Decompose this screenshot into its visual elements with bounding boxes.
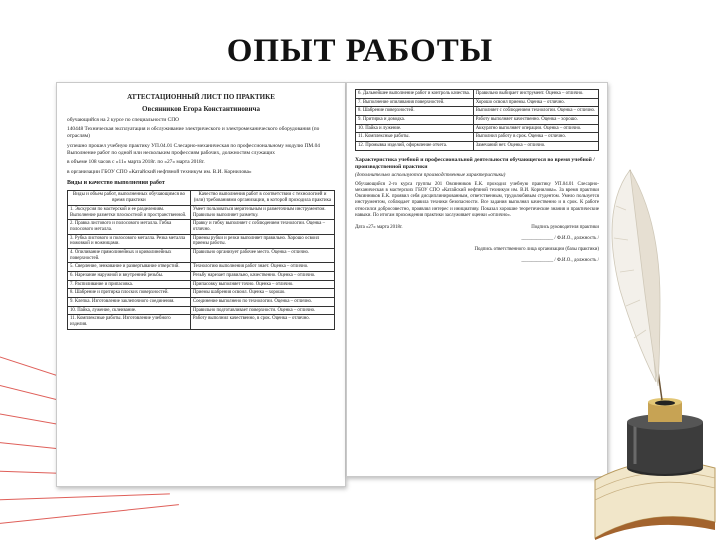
work-cell: 5. Сверление, зенкование и развертывание отверстий. [68, 263, 191, 272]
table-row [68, 271, 335, 280]
work-text: Рубка листового и полосового металла. Резка металла ножовкой и ножницами. [70, 235, 186, 247]
table-row [68, 220, 335, 234]
quality-cell: Работу выполняет качественно. Оценка – хорошо. [473, 115, 598, 124]
row-number: 10 [358, 125, 363, 131]
table-row [356, 90, 599, 99]
works-table [67, 190, 335, 329]
work-text: Промывка изделий, оформление отчета. [365, 142, 448, 148]
sig-org-name: _____________ / Ф.И.О., должность / [521, 258, 599, 264]
characteristic-subtitle: (дополнительно используются производственные характеристики) [355, 171, 506, 178]
table-header-works: Виды и объем работ, выполненных обучающимся во время практики [68, 191, 191, 206]
quality-cell: Аккуратно выполняет операции. Оценка – отлично. [473, 124, 598, 133]
work-text: Пайка и лужение. [365, 125, 402, 131]
work-cell: 6. Нарезание наружной и внутренней резьбы. [68, 271, 191, 280]
slide-title: ОПЫТ РАБОТЫ [226, 33, 494, 69]
characteristic-sheet [346, 82, 608, 477]
work-cell: 9. Притирка и доводка. [356, 115, 474, 124]
sig-head-label: Подпись руководителя практики [531, 224, 599, 230]
quality-cell: Выполняет с соблюдением технологии. Оценка – отлично. [473, 107, 598, 116]
work-text: Правка листового и полосового металла. Гибка полосового металла. [70, 221, 172, 232]
row-number: 9 [70, 298, 73, 304]
table-row [356, 115, 599, 124]
student-name: Овсянников Егора Константиновича [142, 104, 260, 113]
line-spec: 140448 Техническая эксплуатация и обслуживание электрического и электромеханического оборудования (по отраслям) [67, 126, 320, 139]
sig-head-name: _____________ / Ф.И.О., должность / [521, 235, 599, 241]
line-practice: успешно прошел учебную практику УП.04.01 Слесарно-механическая по профессиональному модулю ПМ.04 Выполнение работ по одной или нескольким профессиям рабочих, должностям служащих [67, 142, 320, 156]
quality-cell: Замечаний нет. Оценка – отлично. [473, 141, 598, 150]
row-number: 7 [358, 99, 361, 105]
attestation-sheet [56, 82, 346, 487]
table-row [68, 280, 335, 289]
quality-cell: Работу выполнил качественно, в срок. Оценка – отлично. [190, 315, 334, 329]
row-number: 1 [70, 207, 73, 213]
table-row [68, 306, 335, 315]
work-cell: 7. Выполнение опиливания поверхностей. [356, 98, 474, 107]
work-text: Клепка. Изготовление заклепочного соединения. [74, 298, 175, 304]
work-cell: 7. Распиливание и припасовка. [68, 280, 191, 289]
work-cell: 9. Клепка. Изготовление заклепочного соединения. [68, 297, 191, 306]
table-row [356, 98, 599, 107]
work-cell: 8. Шабрение поверхностей. [356, 107, 474, 116]
table-row [68, 289, 335, 298]
quality-cell: Припасовку выполняет точно. Оценка – отлично. [190, 280, 334, 289]
characteristic-title: Характеристика учебной и профессиональной деятельности обучающегося во время учебной / производственной практики [355, 156, 595, 170]
quality-cell: Хорошо освоил приемы. Оценка – отлично. [473, 98, 598, 107]
row-number: 11 [70, 316, 75, 322]
work-text: Выполнение опиливания поверхностей. [362, 99, 445, 105]
characteristic-body: Обучающийся 2-го курса группы 201 Овсянников Е.К. проходил учебную практику УП.04.01 Слесарно-механическая в мастерских ГБОУ СПО «Катайский нефтяной техникум им. В.И. Корнилова». За время практики Овсянников Е.К. проявил себя дисциплинированным, ответственным, трудолюбивым студентом. Умело пользуется инструментом, соблюдает правила техники безопасности. Все задания выполнял качественно и в срок. К работе относился добросовестно, проявлял интерес и инициативу. Показал хорошие теоретические знания и практические навыки. По итогам прохождения практики заслуживает оценки «отлично». [355, 182, 599, 218]
quality-cell: Правильно организует рабочее место. Оценка – отлично. [190, 248, 334, 262]
table-row [68, 263, 335, 272]
table-row [356, 133, 599, 142]
line-volume: в объеме 108 часов с «11» марта 2018г. по «27» марта 2018г. [67, 159, 205, 166]
work-text: Притирка и доводка. [362, 116, 406, 122]
row-number: 3 [70, 235, 73, 241]
quality-cell: Приемы шабрения освоил. Оценка – хорошо. [190, 289, 334, 298]
work-cell: 1. Экскурсия по мастерской и ее разделениям. Выполнение разметки плоскостной и пространственной. [68, 206, 191, 220]
row-number: 5 [70, 264, 73, 270]
row-number: 2 [70, 221, 73, 227]
work-cell: 6. Дальнейшее выполнение работ и контроль качества. [356, 90, 474, 99]
work-cell: 2. Правка листового и полосового металла. Гибка полосового металла. [68, 220, 191, 234]
work-text: Шабрение поверхностей. [362, 108, 415, 114]
signature-row-head [355, 225, 599, 231]
work-text: Шабрение и притирка плоских поверхностей. [74, 290, 169, 296]
table-header-quality: Качество выполнения работ в соответствии с технологией и (или) требованиями организации, в которой проходила практика [190, 191, 334, 206]
work-text: Комплексные работы. Изготовление учебного изделия. [70, 316, 171, 327]
quality-cell: Правильно подготавливает поверхности. Оценка – отлично. [190, 306, 334, 315]
work-cell: 11. Комплексные работы. [356, 133, 474, 142]
quality-cell: Умеет пользоваться мерительным и разметочным инструментом. Правильно выполняет разметку. [190, 206, 334, 220]
table-row [68, 315, 335, 329]
table-row [68, 234, 335, 248]
row-number: 8 [358, 108, 361, 114]
row-number: 10 [70, 307, 75, 313]
work-text: Пайка, лужение, склеивание. [77, 307, 137, 313]
work-text: Дальнейшее выполнение работ и контроль качества. [362, 91, 470, 96]
work-cell: 3. Рубка листового и полосового металла. Резка металла ножовкой и ножницами. [68, 234, 191, 248]
table-row [68, 297, 335, 306]
quality-cell: Правильно выбирает инструмент. Оценка – отлично. [473, 90, 598, 99]
line-course: обучающийся на 2 курсе по специальности СПО [67, 116, 180, 123]
work-cell: 8. Шабрение и притирка плоских поверхностей. [68, 289, 191, 298]
quality-cell: Технологию выполнения работ знает. Оценка – отлично. [190, 263, 334, 272]
quality-cell: Резьбу нарезает правильно, качественно. Оценка – отлично. [190, 271, 334, 280]
date-line: Дата «27» марта 2018г. [355, 224, 403, 230]
quality-cell: Выполнил работу в срок. Оценка – отлично. [473, 133, 598, 142]
row-number: 4 [70, 249, 73, 255]
quality-cell: Приемы рубки и резки выполняет правильно. Хорошо освоил приемы работы. [190, 234, 334, 248]
doc-title: АТТЕСТАЦИОННЫЙ ЛИСТ ПО ПРАКТИКЕ [127, 93, 275, 101]
row-number: 6 [358, 91, 361, 96]
table-row [356, 124, 599, 133]
table-row [356, 141, 599, 150]
row-number: 6 [70, 272, 73, 278]
row-number: 8 [70, 290, 73, 296]
table-row [356, 107, 599, 116]
work-text: Распиливание и припасовка. [74, 281, 134, 287]
work-cell: 10. Пайка и лужение. [356, 124, 474, 133]
table-row [68, 248, 335, 262]
work-cell: 4. Опиливание прямолинейных и криволинейных поверхностей. [68, 248, 191, 262]
work-text: Опиливание прямолинейных и криволинейных поверхностей. [70, 249, 172, 261]
quality-cell: Правку и гибку выполняет с соблюдением технологии. Оценка – отлично. [190, 220, 334, 234]
row-number: 7 [70, 281, 73, 287]
work-text: Сверление, зенкование и развертывание отверстий. [74, 264, 180, 270]
work-text: Нарезание наружной и внутренней резьбы. [74, 272, 164, 278]
table-row [68, 206, 335, 220]
work-cell: 10. Пайка, лужение, склеивание. [68, 306, 191, 315]
row-number: 11 [358, 134, 363, 140]
work-cell: 12. Промывка изделий, оформление отчета. [356, 141, 474, 150]
work-text: Экскурсия по мастерской и ее разделениям. Выполнение разметки плоскостной и пространственной. [70, 207, 187, 218]
row-number: 12 [358, 142, 363, 148]
row-number: 9 [358, 116, 361, 122]
work-cell: 11. Комплексные работы. Изготовление учебного изделия. [68, 315, 191, 329]
section-title: Виды и качество выполнения работ [67, 179, 165, 186]
quality-cell: Соединение выполнено по технологии. Оценка – отлично. [190, 297, 334, 306]
inkwell-quill-illustration [590, 150, 720, 540]
line-org: в организации ГБОУ СПО «Катайский нефтяной техникум им. В.И. Корнилова» [67, 169, 252, 175]
work-text: Комплексные работы. [365, 134, 410, 140]
works-table-continued [355, 89, 599, 151]
sig-org-label: Подпись ответственного лица организации (базы практики) [474, 247, 599, 253]
